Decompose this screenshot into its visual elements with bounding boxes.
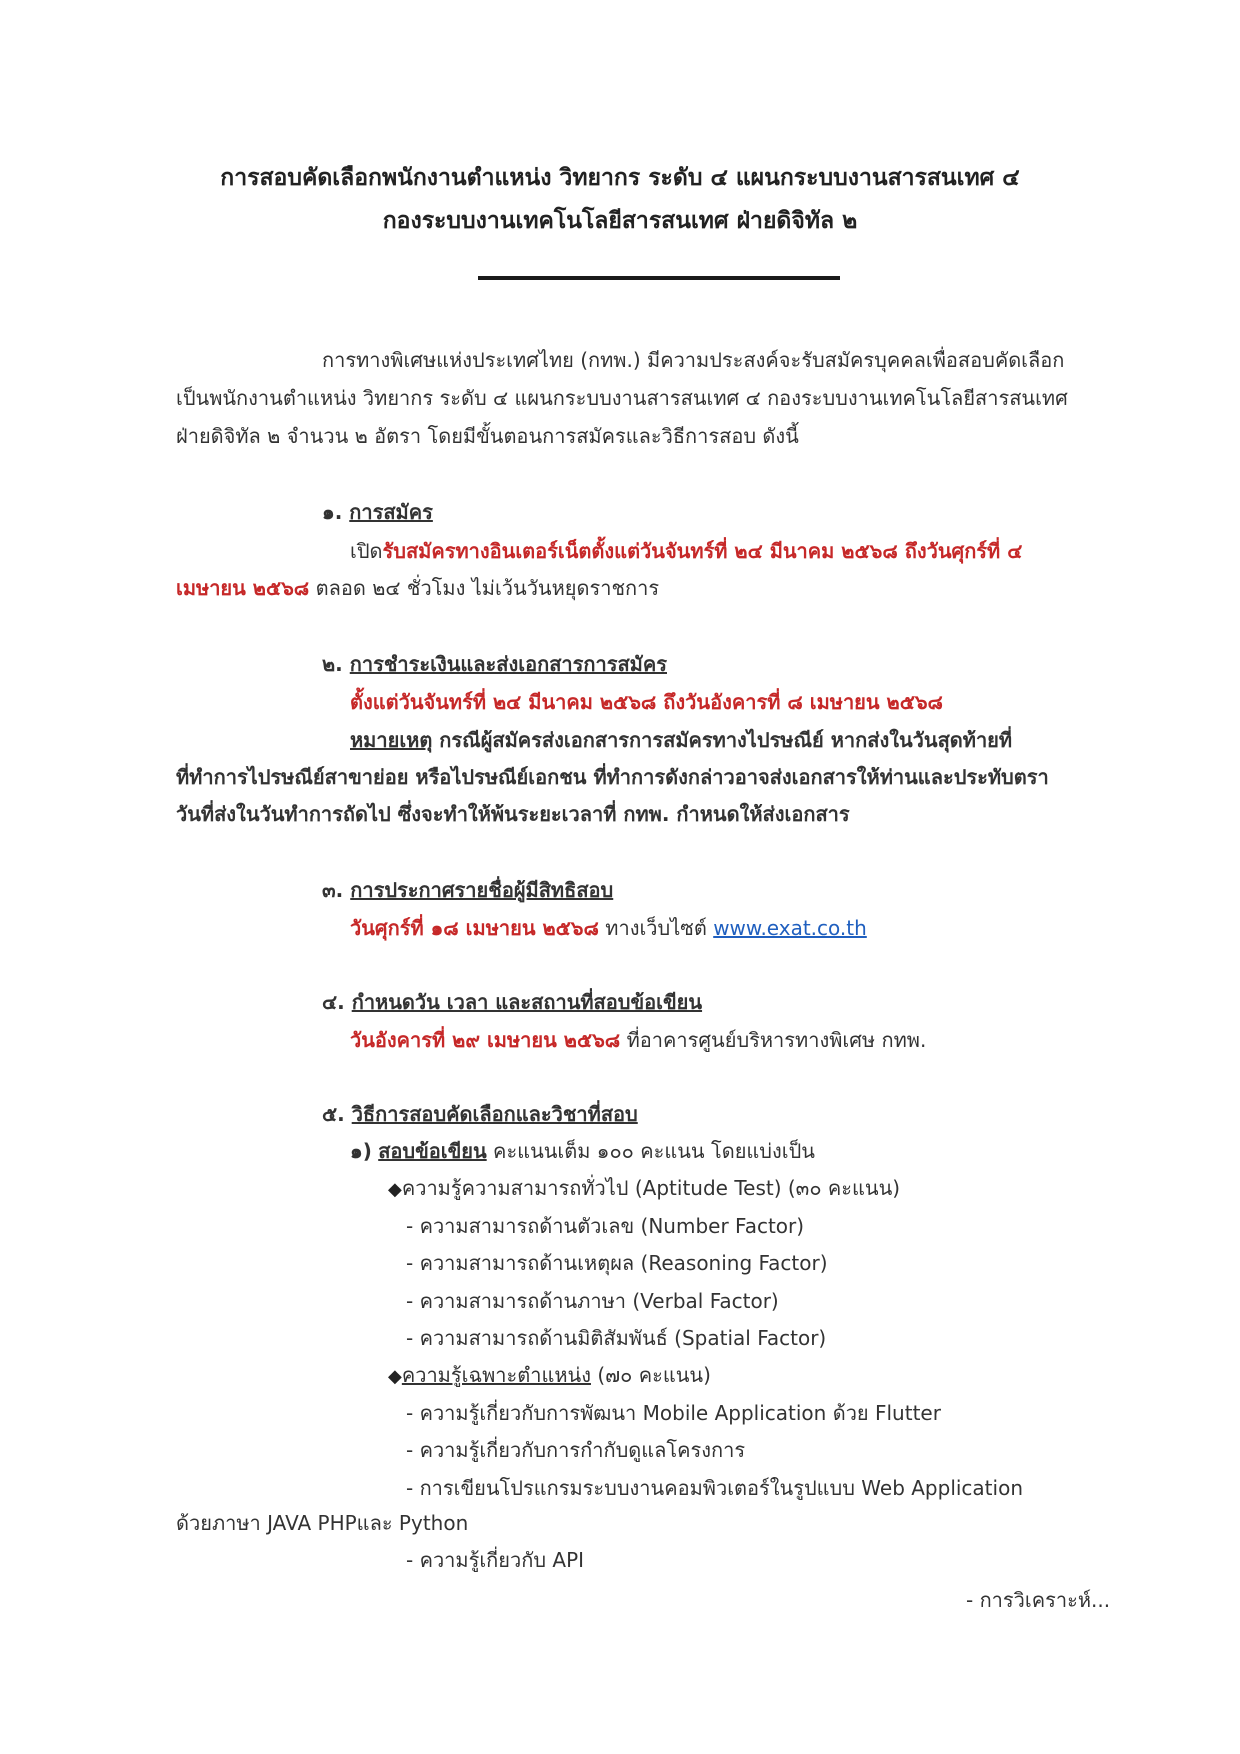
section-1-note: ตลอด ๒๔ ชั่วโมง ไม่เว้นวันหยุดราชการ [309,576,660,600]
section-2-note-text-1: กรณีผู้สมัครส่งเอกสารการสมัครทางไปรษณีย์ หากส่งในวันสุดท้ายที่ [432,728,1013,752]
section-5-title: วิธีการสอบคัดเลือกและวิชาที่สอบ [351,1102,638,1126]
section-2-note-line-2: ที่ทำการไปรษณีย์สาขาย่อย หรือไปรษณีย์เอกชน ที่ทำการดังกล่าวอาจส่งเอกสารให้ท่านและประทับตรา [176,765,1049,789]
section-2-number: ๒. [322,652,343,676]
sub-1-number: ๑) [350,1139,372,1163]
specific-item: - ความรู้เกี่ยวกับ API [406,1548,585,1572]
section-1-end-date: เมษายน ๒๕๖๘ [176,576,310,600]
section-3-heading [322,876,613,904]
section-5-heading [322,1100,638,1128]
bullet-specific [388,1361,711,1391]
bullet-aptitude-text: ความรู้ความสามารถทั่วไป (Aptitude Test) (๓๐ คะแนน) [401,1176,901,1200]
section-2-date-range: ตั้งแต่วันจันทร์ที่ ๒๔ มีนาคม ๒๕๖๘ ถึงวันอังคารที่ ๘ เมษายน ๒๕๖๘ [350,690,943,714]
aptitude-item: - ความสามารถด้านเหตุผล (Reasoning Factor) [406,1251,828,1275]
section-2-note-line-1 [350,726,1012,754]
section-1-number: ๑. [322,500,343,524]
section-4-number: ๔. [322,990,345,1014]
intro-line-3: ฝ่ายดิจิทัล ๒ จำนวน ๒ อัตรา โดยมีขั้นตอนการสมัครและวิธีการสอบ ดังนี้ [176,424,799,448]
bullet-specific-label: ความรู้เฉพาะตำแหน่ง [401,1363,591,1387]
title-divider [478,276,840,280]
aptitude-item: - ความสามารถด้านมิติสัมพันธ์ (Spatial Factor) [406,1326,827,1350]
section-2-note-label: หมายเหตุ [350,728,433,752]
section-4-heading [322,988,702,1016]
intro-line-2: เป็นพนักงานตำแหน่ง วิทยากร ระดับ ๔ แผนกระบบงานสารสนเทศ ๔ กองระบบงานเทคโนโลยีสารสนเทศ [176,386,1068,410]
sub-1-label: สอบข้อเขียน [378,1139,487,1163]
title-line-2: กองระบบงานเทคโนโลยีสารสนเทศ ฝ่ายดิจิทัล ๒ [382,208,858,234]
section-4-line [350,1026,926,1054]
section-3-title: การประกาศรายชื่อผู้มีสิทธิสอบ [350,878,614,902]
continued-marker: - การวิเคราะห์... [966,1588,1111,1612]
section-1-line-1 [350,537,1022,565]
diamond-bullet-icon: ◆ [388,1366,402,1387]
section-3-number: ๓. [322,878,344,902]
section-3-text: ทางเว็บไซต์ [598,916,714,940]
section-2-heading [322,650,667,678]
exat-website-link[interactable]: www.exat.co.th [713,916,867,940]
aptitude-item: - ความสามารถด้านภาษา (Verbal Factor) [406,1289,779,1313]
section-1-date-range: รับสมัครทางอินเตอร์เน็ตตั้งแต่วันจันทร์ที่ ๒๔ มีนาคม ๒๕๖๘ ถึงวันศุกร์ที่ ๔ [382,539,1023,563]
section-1-heading [322,498,433,526]
section-4-location: ที่อาคารศูนย์บริหารทางพิเศษ กทพ. [620,1028,927,1052]
specific-item: - การเขียนโปรแกรมระบบงานคอมพิวเตอร์ในรูปแบบ Web Application [406,1476,1023,1500]
section-4-title: กำหนดวัน เวลา และสถานที่สอบข้อเขียน [351,990,703,1014]
section-1-line-2 [176,574,659,602]
bullet-specific-score: (๗๐ คะแนน) [590,1363,711,1387]
bullet-aptitude [388,1174,900,1204]
section-5-sub-1 [350,1137,815,1165]
section-1-title: การสมัคร [349,500,433,524]
intro-line-1: การทางพิเศษแห่งประเทศไทย (กทพ.) มีความประสงค์จะรับสมัครบุคคลเพื่อสอบคัดเลือก [322,348,1065,372]
section-1-open-text: เปิด [350,539,383,563]
specific-item: - ความรู้เกี่ยวกับการพัฒนา Mobile Application ด้วย Flutter [406,1401,941,1425]
title-line-1: การสอบคัดเลือกพนักงานตำแหน่ง วิทยากร ระดับ ๔ แผนกระบบงานสารสนเทศ ๔ [220,165,1020,191]
section-3-line [350,914,867,942]
aptitude-item: - ความสามารถด้านตัวเลข (Number Factor) [406,1214,805,1238]
section-5-number: ๕. [322,1102,345,1126]
specific-item-wrap: ด้วยภาษา JAVA PHPและ Python [176,1511,469,1535]
section-4-date: วันอังคารที่ ๒๙ เมษายน ๒๕๖๘ [350,1028,621,1052]
section-2-title: การชำระเงินและส่งเอกสารการสมัคร [349,652,667,676]
specific-item: - ความรู้เกี่ยวกับการกำกับดูแลโครงการ [406,1438,746,1462]
section-3-date: วันศุกร์ที่ ๑๘ เมษายน ๒๕๖๘ [350,916,599,940]
section-2-note-line-3: วันที่ส่งในวันทำการถัดไป ซึ่งจะทำให้พ้นระยะเวลาที่ กทพ. กำหนดให้ส่งเอกสาร [176,802,850,826]
sub-1-text: คะแนนเต็ม ๑๐๐ คะแนน โดยแบ่งเป็น [486,1139,815,1163]
diamond-bullet-icon: ◆ [388,1179,402,1200]
